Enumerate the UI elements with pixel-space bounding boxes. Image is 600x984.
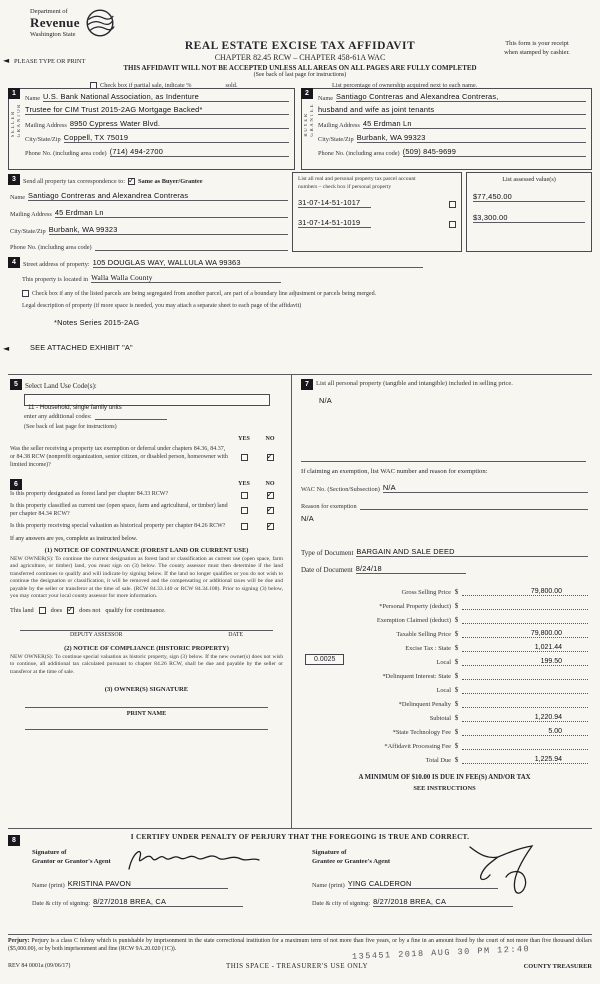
wac-label: WAC No. (Section/Subsection) [301, 486, 380, 493]
form-chapter: CHAPTER 82.45 RCW – CHAPTER 458-61A WAC [214, 53, 386, 62]
dor-logo-block [30, 8, 115, 38]
does-not-qualify-checkbox [67, 607, 74, 614]
seller-side-label [11, 103, 22, 137]
same-as-buyer-checkbox [128, 178, 135, 185]
partial-sale-label: Check box if partial sale, indicate % [100, 82, 192, 89]
street-address-value: 105 DOUGLAS WAY, WALLULA WA 99363 [92, 258, 241, 267]
sold-label: sold. [225, 82, 238, 89]
parcel-2-personal-checkbox [449, 221, 456, 228]
assessed-values-header: List assessed value(s) [502, 176, 556, 183]
dollar-sign: $ [454, 644, 459, 652]
receipt-note-line2: when stamped by cashier. [504, 48, 570, 56]
please-type-label: PLEASE TYPE OR PRINT [14, 58, 86, 65]
exemption-intro: If claiming an exemption, list WAC number and reason for exemption: [301, 468, 488, 475]
dollar-sign: $ [454, 728, 459, 736]
money-label: Total Due [425, 757, 451, 764]
parcel-number-value: 31-07-14-51-1019 [298, 218, 361, 228]
ownership-note: List percentage of ownership acquired next to each name. [332, 82, 478, 89]
continuance-body: NEW OWNER(S): To continue the current designation as forest land or classification as current use (open space, farm and agriculture, or timber) land, you must sign on (3) below. The county assessor must then determine if the land transferred continues to qualify and will indicate by signing below. If the land no longer qualifies or you do not wish to continue the designation or classification, it will be removed and the compensating or additional taxes will be due and payable by the seller or transferor at the time of sale. (RCW 84.33.140 or RCW 84.34.108). Prior to signing (3) below, you may contact your local county assessor for more information. [10, 555, 283, 600]
does-label: does [50, 606, 63, 614]
buyer-city-value: Burbank, WA 99323 [356, 133, 426, 142]
section-4-number: 4 [8, 257, 20, 268]
receipt-note-line1: This form is your receipt [505, 40, 569, 47]
select-land-use-label: Select Land Use Code(s): [25, 382, 97, 390]
additional-codes-label: enter any additional codes: [24, 413, 92, 420]
segregated-label: Check box if any of the listed parcels are being segregated from another parcel, are part of a boundary line adjustment or parcels being merged. [32, 290, 377, 297]
assessed-value: $3,300.00 [473, 213, 508, 222]
this-land-label: This land [10, 606, 34, 614]
no-header-2: NO [265, 481, 275, 488]
section-8-number: 8 [8, 835, 20, 846]
if-yes-note: If any answers are yes, complete as instructed below. [10, 535, 138, 542]
legal-description-value-2: SEE ATTACHED EXHIBIT "A" [30, 343, 133, 352]
grantor-date-label: Date & city of signing: [32, 900, 91, 907]
wac-value: N/A [382, 483, 396, 492]
dollar-sign: $ [454, 742, 459, 750]
assessed-value: $77,450.00 [473, 192, 512, 201]
parcel-header-line1: List all real and personal property tax parcel account [298, 176, 416, 182]
money-label: *Delinquent Interest: State [382, 673, 451, 680]
dollar-sign: $ [454, 686, 459, 694]
buyer-city-label: City/State/Zip [318, 136, 354, 143]
deferral-no-checkbox [267, 454, 274, 461]
parcel-numbers-box [292, 172, 462, 252]
personal-property-value: N/A [319, 396, 332, 405]
forest-land-question: Is this property designated as forest land per chapter 84.33 RCW? [10, 491, 169, 498]
seller-section [8, 88, 295, 170]
corr-city-label: City/State/Zip [10, 228, 46, 235]
historic-no-checkbox [267, 523, 274, 530]
street-address-label: Street address of property: [23, 261, 90, 268]
deputy-assessor-line [20, 630, 273, 631]
grantor-print-name-label: Name (print) [32, 882, 65, 889]
corr-phone-label: Phone No. (including area code) [10, 244, 92, 251]
doc-type-label: Type of Document [301, 549, 354, 557]
owner-signature-line [25, 707, 268, 708]
continuance-title: (1) NOTICE OF CONTINUANCE (FOREST LAND OR CURRENT USE) [44, 546, 249, 554]
reason-value: N/A [301, 514, 314, 523]
buyer-name-value: Santiago Contreras and Alexandrea Contreras, [336, 92, 499, 101]
money-label: Excise Tax : State [405, 645, 451, 652]
doc-type-value: BARGAIN AND SALE DEED [356, 547, 455, 556]
money-label: *Delinquent Penalty [398, 701, 451, 708]
section-1-number: 1 [8, 88, 20, 99]
see-instructions-note: SEE INSTRUCTIONS [413, 785, 476, 792]
qualify-label: qualify for continuance. [105, 606, 166, 614]
seller-name-value-2: Trustee for CIM Trust 2015-2AG Mortgage Backed* [25, 105, 203, 114]
buyer-side-label [304, 103, 315, 137]
section-3-number: 3 [8, 174, 20, 185]
grantee-sig-caption-1: Signature of [312, 849, 347, 856]
grantee-word: GRANTEE [310, 103, 315, 137]
corr-address-value: 45 Erdman Ln [54, 208, 104, 217]
dollar-sign: $ [454, 616, 459, 624]
does-qualify-checkbox [39, 607, 46, 614]
washington-state-label: Washington State [30, 31, 76, 38]
receipt-note [482, 40, 592, 58]
buyer-phone-value: (509) 845-9699 [402, 147, 457, 156]
grantee-print-name-label: Name (print) [312, 882, 345, 889]
reason-field [360, 501, 588, 510]
does-not-label: does not [79, 606, 101, 614]
revenue-wordmark: Revenue [30, 15, 80, 30]
located-in-label: This property is located in [22, 276, 89, 283]
seller-phone-value: (714) 494-2700 [109, 147, 164, 156]
deputy-assessor-label: DEPUTY ASSESSOR [70, 631, 123, 638]
dollar-sign: $ [454, 700, 459, 708]
perjury-bold: Perjury: [8, 938, 30, 944]
grantor-signature [123, 843, 263, 879]
money-label: Exemption Claimed (deduct) [376, 617, 451, 624]
deferral-yes-checkbox [241, 454, 248, 461]
money-value: 5.00 [548, 728, 562, 735]
money-label: *Affidavit Processing Fee [384, 743, 451, 750]
money-label: Local [436, 687, 451, 694]
exemption-divider [301, 461, 586, 462]
print-name-line [25, 729, 268, 730]
section-7-number: 7 [301, 379, 313, 390]
buyer-phone-label: Phone No. (including area code) [318, 150, 400, 157]
rev-form-number: REV 84 0001a (09/06/17) [8, 963, 71, 969]
buyer-word: BUYER [304, 112, 309, 137]
dollar-sign: $ [454, 714, 459, 722]
money-label: *State Technology Fee [392, 729, 451, 736]
seller-word: SELLER [11, 110, 16, 138]
buyer-name-value-2: husband and wife as joint tenants [318, 105, 435, 114]
grantee-signing-block [300, 849, 592, 907]
forest-no-checkbox [267, 492, 274, 499]
warning-line: THIS AFFIDAVIT WILL NOT BE ACCEPTED UNLESS ALL AREAS ON ALL PAGES ARE FULLY COMPLETED [123, 64, 477, 72]
see-back-note-2: (See back of last page for instructions) [24, 424, 117, 430]
grantee-date-value: 8/27/2018 BREA, CA [373, 897, 447, 906]
legal-description-value-1: *Notes Series 2015-2AG [54, 318, 140, 327]
doc-date-value: 8/24/18 [355, 564, 382, 573]
dept-of-label: Department of [30, 8, 68, 15]
dollar-sign: $ [454, 630, 459, 638]
dor-logo-icon [85, 8, 115, 38]
date-label: DATE [228, 631, 243, 638]
grantee-signature [440, 839, 560, 901]
yes-header-2: YES [238, 481, 250, 488]
corr-name-label: Name [10, 194, 26, 201]
buyer-section [301, 88, 592, 170]
doc-date-label: Date of Document [301, 566, 353, 574]
grantor-sig-caption-2: Grantor or Grantor's Agent [32, 858, 111, 865]
send-correspondence-label: Send all property tax correspondence to: [23, 178, 125, 185]
buyer-address-label: Mailing Address [318, 122, 360, 129]
seller-name-value: U.S. Bank National Association, as Indenture [43, 92, 199, 101]
money-value: 1,021.44 [534, 644, 562, 651]
forest-yes-checkbox [241, 492, 248, 499]
personal-property-label: List all personal property (tangible and intangible) included in selling price. [316, 380, 513, 387]
current-use-yes-checkbox [241, 507, 248, 514]
seller-name-label: Name [25, 95, 41, 102]
cashier-stamp: 135451 2018 AUG 30 PM 12:40 [351, 944, 531, 962]
land-use-code-value: 11 - Household, single family units [28, 404, 122, 411]
registration-mark-mid: ◄ [3, 344, 10, 353]
owners-signature-title: (3) OWNER(S) SIGNATURE [104, 685, 189, 693]
land-use-column [8, 375, 292, 829]
county-treasurer-label: COUNTY TREASURER [523, 962, 592, 970]
reason-label: Reason for exemption [301, 503, 357, 510]
segregated-checkbox [22, 290, 29, 297]
grantor-signing-block [8, 849, 300, 907]
historic-yes-checkbox [241, 523, 248, 530]
money-value: 79,800.00 [530, 588, 562, 595]
legal-description-label: Legal description of property (if more space is needed, you may attach a separate sheet to each page of the affidavit) [22, 303, 302, 309]
registration-mark-top: ◄ [3, 56, 10, 65]
seller-phone-label: Phone No. (including area code) [25, 150, 107, 157]
compliance-body: NEW OWNER(S): To continue special valuation as historic property, sign (3) below. If the new owner(s) does not wish to continue, all additional tax calculated pursuant to chapter 84.26 RCW, shall be due and payable by the seller or transferor at the time of sale. [10, 653, 283, 675]
current-use-no-checkbox [267, 507, 274, 514]
money-value: 1,225.94 [534, 756, 562, 763]
section-5-number: 5 [10, 379, 22, 390]
treasurer-use-label: THIS SPACE - TREASURER'S USE ONLY [225, 962, 369, 970]
dollar-sign: $ [454, 602, 459, 610]
see-back-note: (See back of last page for instructions) [253, 72, 347, 78]
seller-address-value: 8950 Cypress Water Blvd. [69, 119, 161, 128]
form-title: REAL ESTATE EXCISE TAX AFFIDAVIT [184, 40, 416, 52]
minimum-fee-note: A MINIMUM OF $10.00 IS DUE IN FEE(S) AND/OR TAX [358, 774, 531, 781]
money-label: Local [436, 659, 451, 666]
historic-question: Is this property receiving special valuation as historical property per chapter 84.26 RCW? [10, 522, 226, 529]
money-label: Taxable Selling Price [396, 631, 451, 638]
seller-city-label: City/State/Zip [25, 136, 61, 143]
assessed-values-box [466, 172, 592, 252]
money-label: Gross Selling Price [401, 589, 451, 596]
dollar-sign: $ [454, 588, 459, 596]
corr-name-value: Santiago Contreras and Alexandrea Contreras [28, 191, 189, 200]
perjury-text: Perjury is a class C felony which is punishable by imprisonment in the state correctional institution for a maximum term of not more than five years, or by a fine in an amount fixed by the court of not more than five thousand dollars ($5,000.00), or by both imprisonment and fine (RCW 9A.20.020 (1C)). [8, 938, 592, 952]
grantee-date-label: Date & city of signing: [312, 900, 371, 907]
dollar-sign: $ [454, 658, 459, 666]
corr-city-value: Burbank, WA 99323 [48, 225, 118, 234]
money-value: 79,800.00 [530, 630, 562, 637]
grantee-sig-caption-2: Grantee or Grantee's Agent [312, 858, 391, 865]
money-label: *Personal Property (deduct) [379, 603, 451, 610]
located-county-value: Walla Walla County [91, 274, 153, 282]
grantor-date-value: 8/27/2018 BREA, CA [93, 897, 167, 906]
certify-statement: I CERTIFY UNDER PENALTY OF PERJURY THAT THE FOREGOING IS TRUE AND CORRECT. [130, 833, 470, 841]
no-header: NO [265, 436, 275, 442]
yes-header: YES [238, 436, 250, 442]
section-2-number: 2 [301, 88, 313, 99]
seller-city-value: Coppell, TX 75019 [63, 133, 129, 142]
additional-codes-field [95, 411, 167, 420]
grantee-print-name-value: YING CALDERON [347, 879, 412, 888]
parcel-number-value: 31-07-14-51-1017 [298, 198, 361, 208]
tax-column [293, 375, 592, 829]
buyer-name-label: Name [318, 95, 334, 102]
section-6-number: 6 [10, 479, 22, 490]
current-use-question: Is this property classified as current use (open space, farm and agricultural, or timber) land per chapter 84.34 RCW? [10, 503, 228, 517]
dollar-sign: $ [454, 756, 459, 764]
money-value: 199.50 [540, 658, 562, 665]
property-section [8, 257, 592, 352]
land-use-code-field [24, 394, 270, 411]
corr-address-label: Mailing Address [10, 211, 52, 218]
compliance-title: (2) NOTICE OF COMPLIANCE (HISTORIC PROPERTY) [64, 644, 229, 652]
parcel-1-personal-checkbox [449, 201, 456, 208]
money-label: Subtotal [429, 715, 451, 722]
dollar-sign: $ [454, 672, 459, 680]
correspondence-block [8, 174, 288, 251]
seller-address-label: Mailing Address [25, 122, 67, 129]
grantor-sig-caption-1: Signature of [32, 849, 67, 856]
deferral-question: Was the seller receiving a property tax exemption or deferral under chapters 84.36, 84.37, or 84.38 RCW (nonprofit organization, senior citizen, or disabled person, homeowner with limited income)? [10, 446, 228, 468]
money-value: 1,220.94 [534, 714, 562, 721]
signature-section [8, 828, 592, 932]
buyer-address-value: 45 Erdman Ln [362, 119, 412, 128]
local-rate-box: 0.0025 [305, 654, 344, 665]
parcel-header-line2: numbers – check box if personal property [298, 183, 392, 190]
print-name-label: PRINT NAME [126, 709, 167, 717]
same-as-buyer-label: Same as Buyer/Grantee [137, 178, 203, 185]
grantor-word: GRANTOR [17, 103, 22, 138]
grantor-print-name-value: KRISTINA PAVON [67, 879, 132, 888]
